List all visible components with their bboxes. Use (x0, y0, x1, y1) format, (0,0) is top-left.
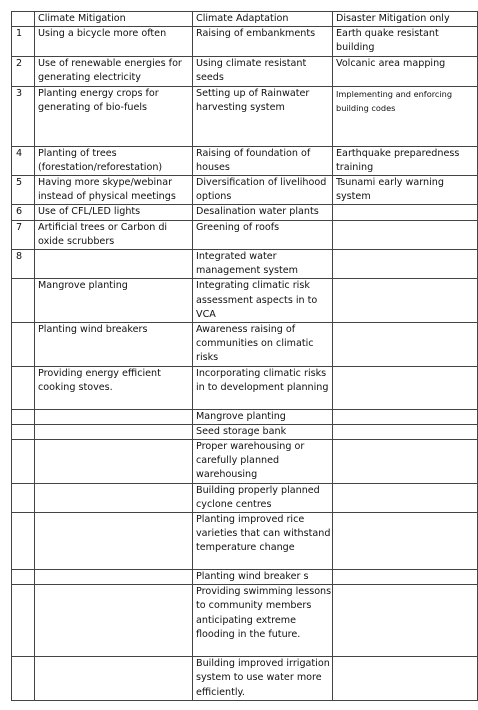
disaster-cell (333, 220, 478, 249)
row-number: 8 (12, 250, 35, 279)
mitigation-cell: Having more skype/webinar instead of physical meetings (35, 176, 193, 205)
table-row (12, 366, 478, 409)
disaster-cell (333, 483, 478, 512)
disaster-cell: Volcanic area mapping (333, 56, 478, 86)
disaster-cell (333, 440, 478, 484)
table-row (12, 483, 478, 512)
mitigation-cell (35, 513, 193, 570)
row-number (12, 424, 35, 439)
adaptation-cell: Greening of roofs (193, 220, 333, 249)
row-number (12, 513, 35, 570)
table-row (12, 27, 478, 56)
table-row (12, 409, 478, 424)
adaptation-cell: Building improved irrigation system to use water more efficiently. (193, 657, 333, 701)
adaptation-cell: Providing swimming lessons to community members anticipating extreme flooding in the future. (193, 585, 333, 657)
mitigation-cell: Planting energy crops for generating of bio-fuels (35, 86, 193, 146)
adaptation-cell: Diversification of livelihood options (193, 176, 333, 205)
mitigation-cell: Planting of trees (forestation/reforestation) (35, 146, 193, 175)
mitigation-cell: Planting wind breakers (35, 323, 193, 367)
disaster-cell: Earth quake resistant building (333, 27, 478, 56)
adaptation-cell: Proper warehousing or carefully planned warehousing (193, 440, 333, 484)
row-number (12, 657, 35, 701)
mitigation-cell: Use of renewable energies for generating electricity (35, 56, 193, 86)
row-number: 5 (12, 176, 35, 205)
row-number (12, 585, 35, 657)
disaster-cell (333, 657, 478, 701)
mitigation-cell (35, 250, 193, 279)
mitigation-cell (35, 483, 193, 512)
adaptation-cell: Mangrove planting (193, 409, 333, 424)
row-number: 3 (12, 86, 35, 146)
header-climate-mitigation: Climate Mitigation (35, 12, 193, 27)
row-number: 6 (12, 205, 35, 220)
disaster-cell (333, 513, 478, 570)
row-number (12, 570, 35, 585)
row-number (12, 279, 35, 323)
adaptation-cell: Raising of foundation of houses (193, 146, 333, 175)
header-row (12, 12, 478, 27)
mitigation-cell (35, 657, 193, 701)
adaptation-cell: Raising of embankments (193, 27, 333, 56)
mitigation-cell (35, 424, 193, 439)
table-row (12, 146, 478, 175)
disaster-cell (333, 205, 478, 220)
adaptation-cell: Integrating climatic risk assessment aspects in to VCA (193, 279, 333, 323)
table-row (12, 440, 478, 484)
mitigation-cell: Providing energy efficient cooking stoves. (35, 366, 193, 409)
table-row (12, 56, 478, 86)
row-number: 7 (12, 220, 35, 249)
adaptation-cell: Building properly planned cyclone centres (193, 483, 333, 512)
mitigation-cell (35, 440, 193, 484)
disaster-cell: Implementing and enforcing building codes (333, 86, 478, 146)
row-number: 4 (12, 146, 35, 175)
table-row (12, 279, 478, 323)
table-row (12, 220, 478, 249)
row-number (12, 409, 35, 424)
adaptation-cell: Using climate resistant seeds (193, 56, 333, 86)
row-number (12, 483, 35, 512)
table-row (12, 424, 478, 439)
adaptation-cell: Integrated water management system (193, 250, 333, 279)
row-number: 2 (12, 56, 35, 86)
disaster-cell (333, 323, 478, 367)
disaster-cell (333, 279, 478, 323)
mitigation-cell (35, 570, 193, 585)
row-number: 1 (12, 27, 35, 56)
mitigation-cell (35, 409, 193, 424)
mitigation-cell: Artificial trees or Carbon di oxide scrubbers (35, 220, 193, 249)
table-row (12, 250, 478, 279)
measures-table (11, 11, 478, 701)
mitigation-cell: Using a bicycle more often (35, 27, 193, 56)
adaptation-cell: Awareness raising of communities on climatic risks (193, 323, 333, 367)
table-row (12, 657, 478, 701)
table-row (12, 585, 478, 657)
table-row (12, 86, 478, 146)
row-number (12, 366, 35, 409)
table-row (12, 323, 478, 367)
disaster-cell (333, 366, 478, 409)
header-disaster-mitigation: Disaster Mitigation only (333, 12, 478, 27)
mitigation-cell: Mangrove planting (35, 279, 193, 323)
table-row (12, 205, 478, 220)
table-row (12, 570, 478, 585)
mitigation-cell: Use of CFL/LED lights (35, 205, 193, 220)
adaptation-cell: Incorporating climatic risks in to development planning (193, 366, 333, 409)
adaptation-cell: Setting up of Rainwater harvesting system (193, 86, 333, 146)
disaster-cell (333, 424, 478, 439)
row-number (12, 323, 35, 367)
disaster-cell (333, 570, 478, 585)
mitigation-cell (35, 585, 193, 657)
disaster-cell (333, 409, 478, 424)
disaster-cell (333, 250, 478, 279)
adaptation-cell: Planting improved rice varieties that can withstand temperature change (193, 513, 333, 570)
adaptation-cell: Desalination water plants (193, 205, 333, 220)
disaster-cell: Earthquake preparedness training (333, 146, 478, 175)
adaptation-cell: Planting wind breaker s (193, 570, 333, 585)
header-number (12, 12, 35, 27)
adaptation-cell: Seed storage bank (193, 424, 333, 439)
header-climate-adaptation: Climate Adaptation (193, 12, 333, 27)
disaster-cell (333, 585, 478, 657)
table-row (12, 513, 478, 570)
disaster-cell: Tsunami early warning system (333, 176, 478, 205)
table-row (12, 176, 478, 205)
row-number (12, 440, 35, 484)
